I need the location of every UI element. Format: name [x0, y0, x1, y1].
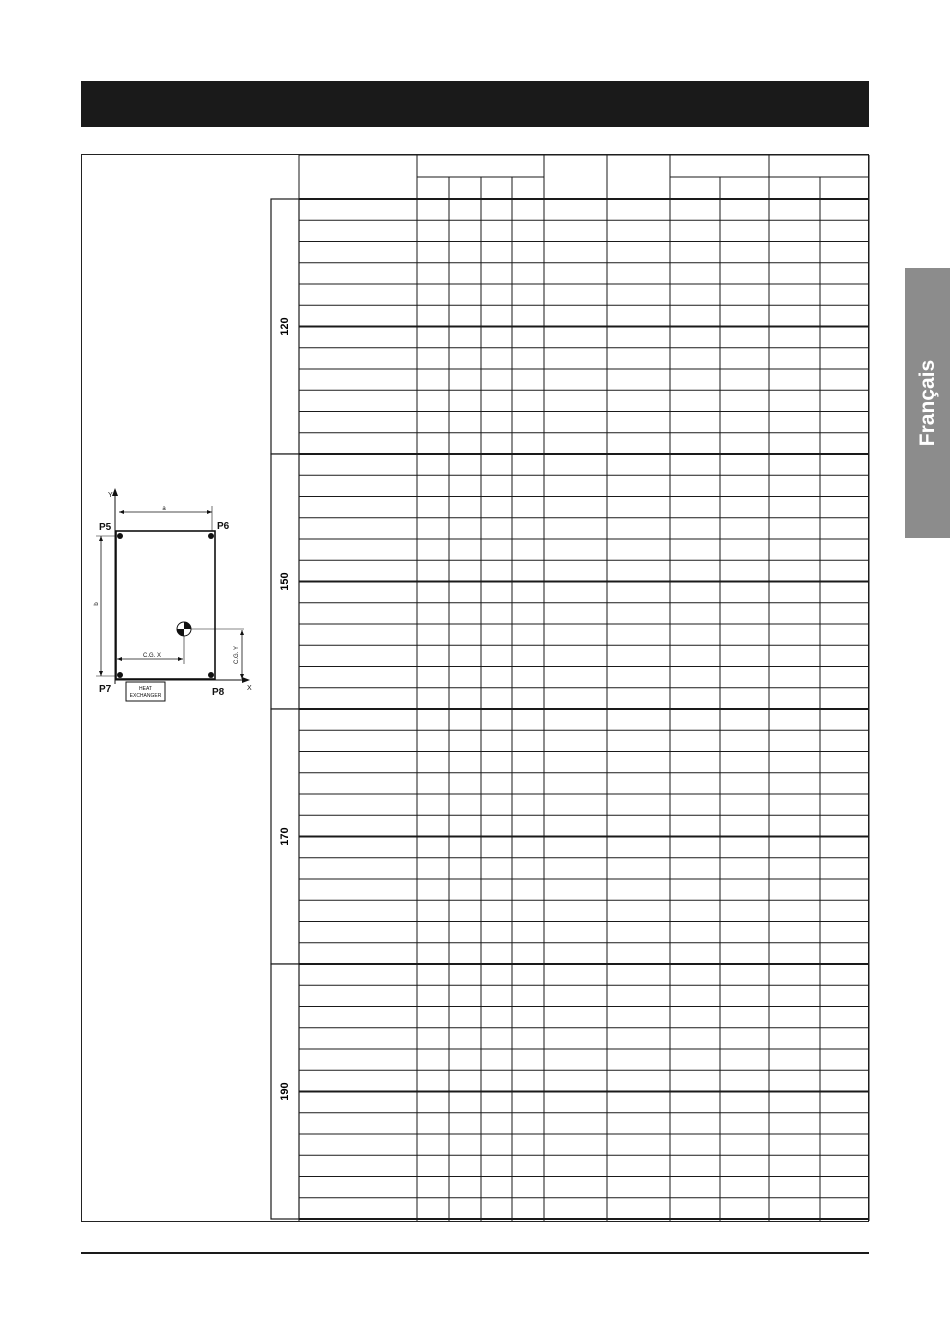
table-group-labels	[271, 199, 299, 1219]
p5-label: P5	[99, 522, 112, 533]
heat-exchanger-label-line1: HEAT	[139, 686, 152, 692]
dim-b-arrow-top-icon	[99, 536, 103, 541]
dim-a-arrow-right-icon	[207, 510, 212, 514]
p8-label: P8	[212, 687, 225, 698]
footer-rule	[81, 1252, 869, 1254]
x-axis-arrow-icon	[242, 677, 250, 683]
table-grid-lines	[299, 155, 869, 1221]
unit-outline	[116, 531, 215, 679]
y-axis-arrow-icon	[112, 488, 118, 496]
cg-y-arrow-top-icon	[240, 630, 244, 635]
group-label-120: 120	[278, 317, 291, 336]
dim-b-label: b	[94, 602, 100, 606]
center-of-gravity-icon	[177, 622, 191, 636]
unit-footprint-diagram	[94, 488, 252, 701]
cg-y-label: C.G. Y	[234, 646, 240, 664]
support-point-p5	[117, 533, 123, 539]
support-point-p7	[117, 672, 123, 678]
cg-x-arrow-left-icon	[117, 657, 122, 661]
group-label-170: 170	[278, 827, 291, 846]
p7-label: P7	[99, 684, 112, 695]
group-label-150: 150	[278, 572, 291, 591]
p6-label: P6	[217, 521, 230, 532]
dim-a-label: a	[162, 506, 166, 512]
x-axis-label: X	[247, 685, 252, 692]
language-tab-label: Français	[915, 359, 939, 447]
group-label-190: 190	[278, 1082, 291, 1101]
cg-x-arrow-right-icon	[178, 657, 183, 661]
dim-a-arrow-left-icon	[119, 510, 124, 514]
heat-exchanger-label-line2: EXCHANGER	[129, 693, 162, 699]
cg-x-label: C.G. X	[142, 653, 162, 659]
y-axis-label: Y	[108, 492, 113, 499]
support-point-p8	[208, 672, 214, 678]
support-point-p6	[208, 533, 214, 539]
dim-b-arrow-bottom-icon	[99, 671, 103, 676]
